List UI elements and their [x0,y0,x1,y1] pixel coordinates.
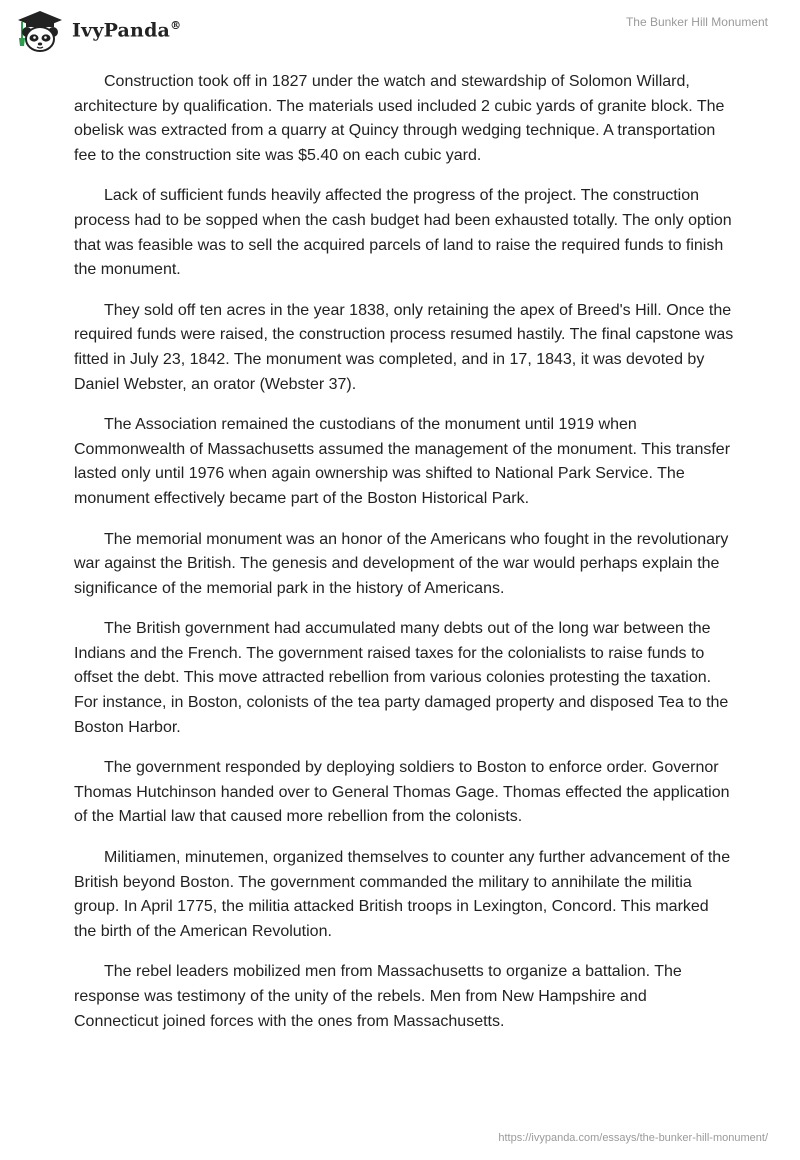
logo-wordmark: IvyPanda® [72,18,182,42]
source-url[interactable]: https://ivypanda.com/essays/the-bunker-hill-monument/ [498,1132,768,1144]
essay-paragraph: Construction took off in 1827 under the watch and stewardship of Solomon Willard, architecture by qualification. The materials used included 2 cubic yards of granite block. The obelisk was extracted from a quarry at Quincy through wedging technique. A transportation fee to the construction site was $5.40 on each cubic yard. [74,73,725,164]
essay-paragraph: They sold off ten acres in the year 1838, only retaining the apex of Breed's Hill. Once the required funds were raised, the construction process resumed hastily. The final capstone was fitted in July 23, 1842. The monument was completed, and in 17, 1843, it was devoted by Daniel Webster, an orator (Webster 37). [74,301,734,393]
essay-paragraph: The rebel leaders mobilized men from Massachusetts to organize a battalion. The response was testimony of the unity of the rebels. Men from New Hampshire and Connecticut joined forces with the ones from Massachusetts. [74,963,682,1030]
page-header [0,0,800,70]
essay-body [74,70,734,1050]
essay-paragraph: The Association remained the custodians of the monument until 1919 when Commonwealth of Massachusetts assumed the management of the monument. This transfer lasted only until 1976 when again ownership was shifted to National Park Service. The monument effectively became part of the Boston Historical Park. [74,416,731,507]
registered-mark: ® [170,18,182,32]
essay-paragraph: Lack of sufficient funds heavily affected the progress of the project. The construction process had to be sopped when the cash budget had been exhausted totally. The only option that was feasible was to sell the acquired parcels of land to raise the required funds to finish the monument. [74,187,732,279]
essay-paragraph: The British government had accumulated many debts out of the long war between the Indians and the French. The government raised taxes for the colonialists to raise funds to offset the debt. This move attracted rebellion from various colonies protesting the taxation. For instance, in Boston, colonists of the tea party damaged property and disposed Tea to the Boston Harbor. [74,620,729,736]
essay-paragraph: Militiamen, minutemen, organized themselves to counter any further advancement of the British beyond Boston. The government commanded the military to annihilate the militia group. In April 1775, the militia attacked British troops in Lexington, Concord. This marked the birth of the American Revolution. [74,849,731,940]
document-title: The Bunker Hill Monument [625,15,768,29]
ivypanda-logo[interactable] [14,8,181,52]
essay-paragraph: The memorial monument was an honor of the Americans who fought in the revolutionary war against the British. The genesis and development of the war would perhaps explain the significance of the memorial park in the history of Americans. [74,530,729,597]
panda-graduate-icon [14,8,66,52]
essay-paragraph: The government responded by deploying soldiers to Boston to enforce order. Governor Thomas Hutchinson handed over to General Thomas Gage. Thomas effected the application of the Martial law that caused more rebellion from the colonists. [74,759,730,826]
